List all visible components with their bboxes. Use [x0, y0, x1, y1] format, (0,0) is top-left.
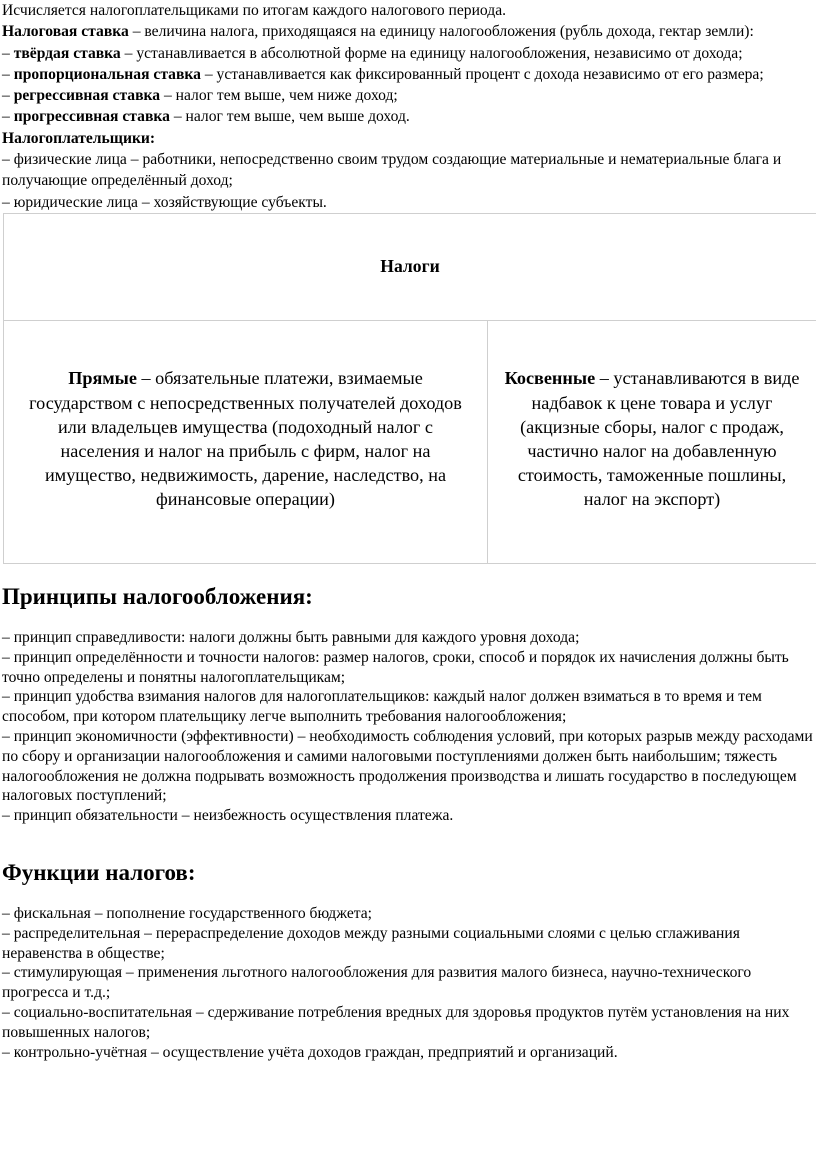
direct-taxes-term: Прямые [68, 368, 137, 389]
rate-prefix: – [2, 44, 14, 62]
rate-term: твёрдая ставка [13, 44, 121, 62]
rate-prefix: – [2, 65, 14, 83]
payers-title [2, 128, 814, 149]
payers-title-text: Налогоплательщики: [2, 129, 156, 147]
principle-item: – принцип экономичности (эффективности) – необходимость соблюдения условий, при которых разрыв между расходами по сбору и организации налогообложения и самими налоговыми поступлениями должен быть наибольшим; тяжесть налогообложения не должна подрывать возможность продолжения производства и лишать государство в последующем налоговых поступлений; [2, 727, 813, 805]
principle-item: – принцип определённости и точности налогов: размер налогов, сроки, способ и порядок их начисления должны быть точно определены и понятны налогоплательщикам; [2, 648, 789, 686]
principle-item: – принцип справедливости: налоги должны быть равными для каждого уровня дохода; [2, 628, 580, 646]
tax-rate-term: Налоговая ставка [2, 23, 129, 41]
rate-text: – устанавливается как фиксированный процент с дохода независимо от его размера; [200, 65, 764, 83]
rate-text: – устанавливается в абсолютной форме на единицу налогообложения, независимо от дохода; [120, 44, 743, 62]
principles-list [2, 628, 814, 826]
intro-line: Исчисляется налогоплательщиками по итогам каждого налогового периода. [2, 2, 507, 19]
intro-section [2, 0, 814, 213]
rate-item-fixed [2, 43, 814, 64]
rate-text: – налог тем выше, чем выше доход. [169, 108, 410, 126]
indirect-taxes-term: Косвенные [504, 368, 596, 389]
taxes-table-title: Налоги [4, 213, 816, 320]
rate-item-regressive [2, 85, 814, 106]
payer-item: – физические лица – работники, непосредственно своим трудом создающие материальные и нематериальные блага и получающие определённый доход; [2, 151, 782, 190]
rate-text: – налог тем выше, чем ниже доход; [160, 87, 398, 105]
function-item: – социально-воспитательная – сдерживание потребления вредных для здоровья продуктов путём установления на них повышенных налогов; [2, 1003, 790, 1041]
function-item: – распределительная – перераспределение доходов между разными социальными слоями с целью сглаживания неравенства в обществе; [2, 924, 740, 962]
function-item: – контрольно-учётная – осуществление учёта доходов граждан, предприятий и организаций. [2, 1043, 618, 1061]
rate-prefix: – [2, 108, 14, 126]
functions-list [2, 904, 814, 1062]
indirect-taxes-cell [488, 320, 816, 563]
rate-term: прогрессивная ставка [13, 108, 170, 126]
rate-term: пропорциональная ставка [13, 65, 201, 83]
functions-heading: Функции налогов: [2, 859, 196, 885]
rate-prefix: – [2, 87, 14, 105]
principle-item: – принцип удобства взимания налогов для налогоплательщиков: каждый налог должен взиматься в то время и тем способом, при котором плательщику легче выполнить требования налогообложения; [2, 688, 762, 726]
principle-item: – принцип обязательности – неизбежность осуществления платежа. [2, 807, 454, 825]
direct-taxes-text: – обязательные платежи, взимаемые государством с непосредственных получателей доходов или владельцев имущества (подоходный налог с населения и налог на прибыль с фирм, налог на имущество, недвижимость, дарение, наследство, на финансовые операции) [29, 368, 462, 510]
function-item: – стимулирующая – применения льготного налогообложения для развития малого бизнеса, научно-технического прогресса и т.д.; [2, 964, 752, 1002]
direct-taxes-cell [4, 320, 488, 563]
rate-item-proportional [2, 64, 814, 85]
tax-rate-text: – величина налога, приходящаяся на единицу налогообложения (рубль дохода, гектар земли): [128, 23, 754, 41]
indirect-taxes-text: – устанавливаются в виде надбавок к цене товара и услуг (акцизные сборы, налог с продаж, частично налог на добавленную стоимость, таможенные пошлины, налог на экспорт) [517, 368, 800, 510]
rate-item-progressive [2, 106, 814, 127]
rate-term: регрессивная ставка [13, 87, 161, 105]
tax-rate-definition [2, 21, 814, 42]
payer-item: – юридические лица – хозяйствующие субъекты. [2, 193, 327, 211]
function-item: – фискальная – пополнение государственного бюджета; [2, 904, 372, 922]
principles-heading: Принципы налогообложения: [2, 583, 313, 609]
taxes-table [3, 213, 816, 564]
